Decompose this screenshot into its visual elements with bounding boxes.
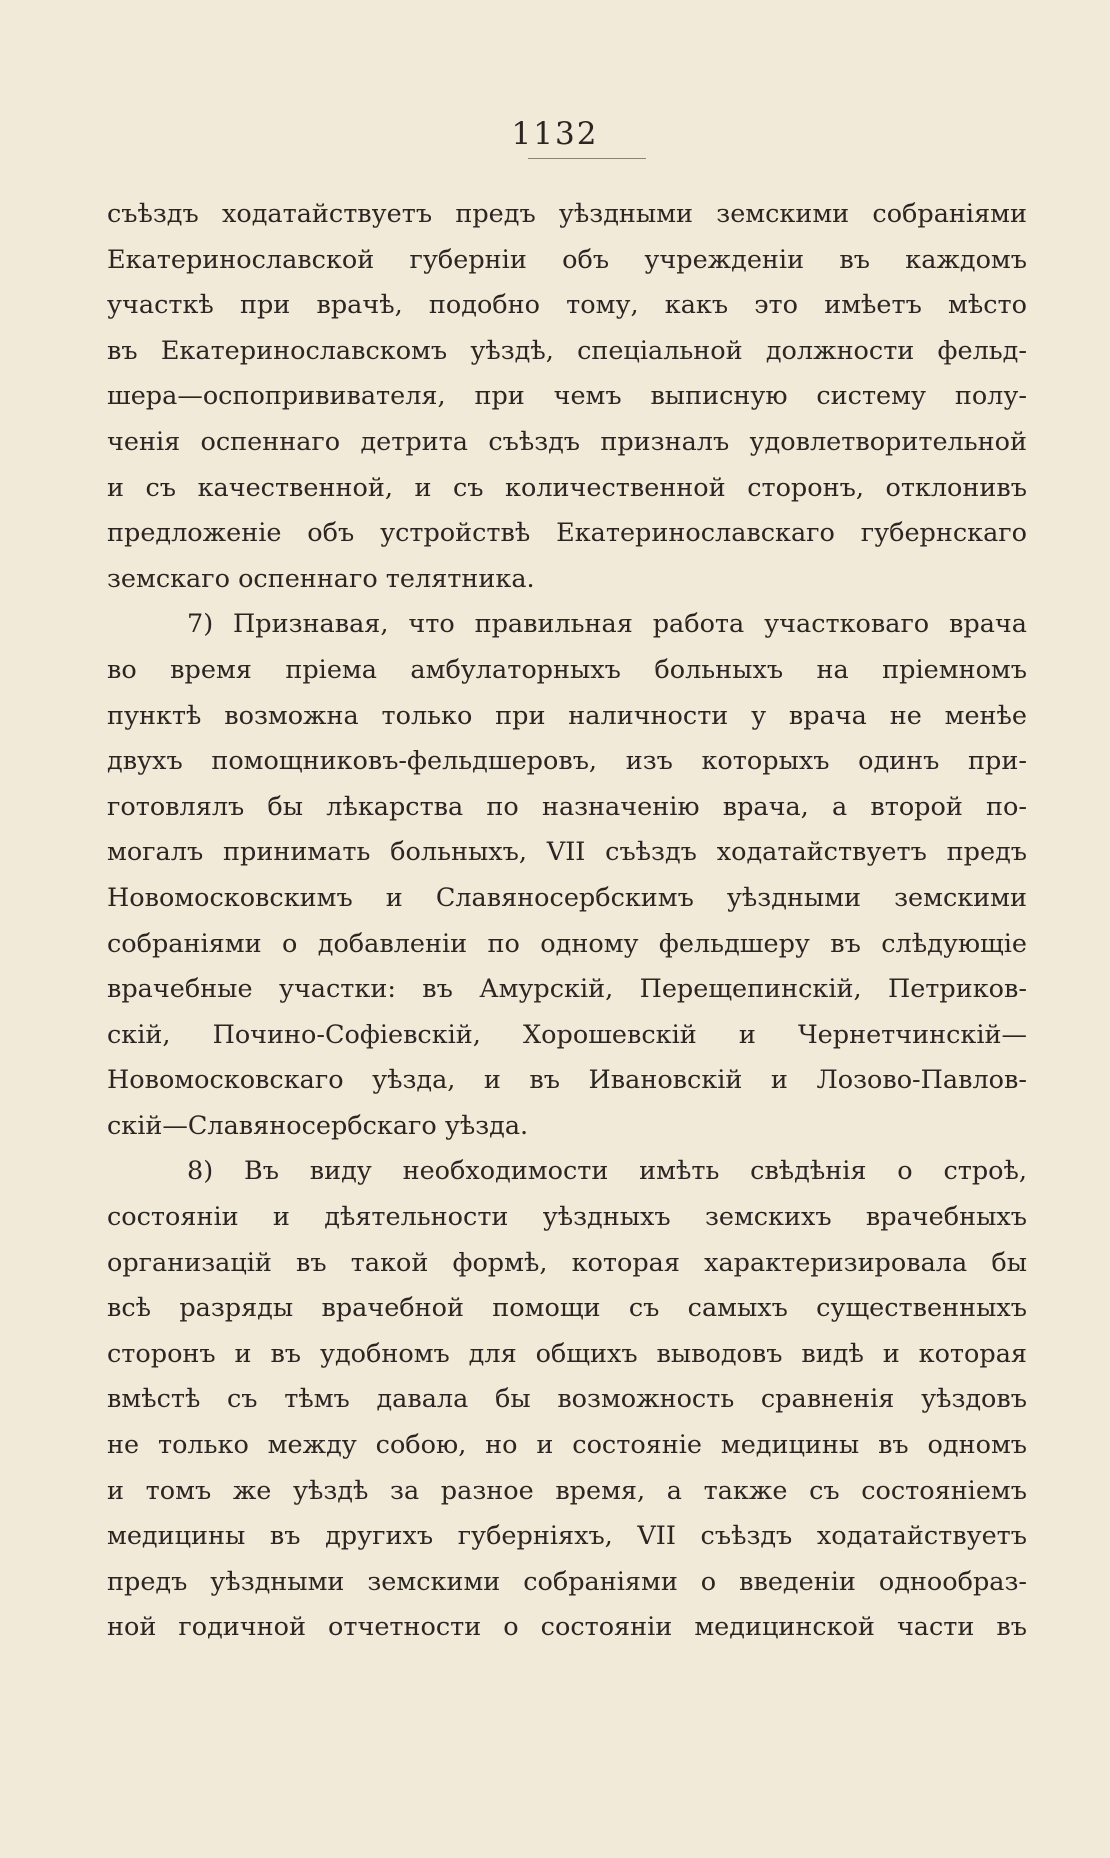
- text-line: съѣздъ ходатайствуетъ предъ уѣздными земскими собраніями: [107, 199, 1027, 229]
- text-line: Екатеринославской губерніи объ учрежденіи въ каждомъ: [107, 244, 1027, 275]
- text-line: медицины въ другихъ губерніяхъ, VII съѣздъ ходатайствуетъ: [107, 1521, 1027, 1552]
- page-number-rule: [528, 158, 646, 159]
- text-line: состояніи и дѣятельности уѣздныхъ земскихъ врачебныхъ: [107, 1202, 1027, 1233]
- text-line: шера—оспопрививателя, при чемъ выписную систему полу-: [107, 381, 1027, 412]
- text-line: земскаго оспеннаго телятника.: [107, 563, 535, 594]
- page-number: 1132: [511, 116, 599, 152]
- text-line: готовлялъ бы лѣкарства по назначенію врача, а второй по-: [107, 791, 1027, 822]
- text-line: скій, Почино-Софіевскій, Хорошевскій и Чернетчинскій—: [107, 1019, 1027, 1050]
- text-line: предложеніе объ устройствѣ Екатеринославскаго губернскаго: [107, 518, 1027, 549]
- text-line: участкѣ при врачѣ, подобно тому, какъ это имѣетъ мѣсто: [107, 290, 1027, 321]
- text-line: предъ уѣздными земскими собраніями о введеніи однообраз-: [107, 1566, 1027, 1597]
- text-line: 8) Въ виду необходимости имѣть свѣдѣнія о строѣ,: [187, 1156, 1027, 1187]
- text-line: не только между собою, но и состояніе медицины въ одномъ: [107, 1430, 1027, 1461]
- text-line: во время пріема амбулаторныхъ больныхъ на пріемномъ: [107, 654, 1027, 685]
- text-line: ченія оспеннаго детрита съѣздъ призналъ удовлетворительной: [107, 426, 1027, 457]
- text-line: и съ качественной, и съ количественной сторонъ, отклонивъ: [107, 472, 1027, 503]
- text-line: собраніями о добавленіи по одному фельдшеру въ слѣдующіе: [107, 928, 1027, 959]
- text-line: организацій въ такой формѣ, которая характеризировала бы: [107, 1247, 1027, 1278]
- text-line: Новомосковскаго уѣзда, и въ Ивановскій и Лозово-Павлов-: [107, 1065, 1027, 1096]
- body-text: [107, 192, 1027, 1651]
- text-line: ной годичной отчетности о состояніи медицинской части въ: [107, 1612, 1027, 1643]
- text-line: пунктѣ возможна только при наличности у врача не менѣе: [107, 700, 1027, 731]
- text-line: 7) Признавая, что правильная работа участковаго врача: [187, 609, 1027, 640]
- text-line: и томъ же уѣздѣ за разное время, а также съ состояніемъ: [107, 1475, 1027, 1506]
- text-line: скій—Славяносербскаго уѣзда.: [107, 1110, 529, 1141]
- text-line: всѣ разряды врачебной помощи съ самыхъ существенныхъ: [107, 1293, 1027, 1324]
- text-line: въ Екатеринославскомъ уѣздѣ, спеціальной должности фельд-: [107, 335, 1027, 366]
- text-line: врачебные участки: въ Амурскій, Перещепинскій, Петриков-: [107, 974, 1027, 1005]
- text-line: вмѣстѣ съ тѣмъ давала бы возможность сравненія уѣздовъ: [107, 1384, 1027, 1415]
- text-line: двухъ помощниковъ-фельдшеровъ, изъ которыхъ одинъ при-: [107, 746, 1027, 777]
- text-line: могалъ принимать больныхъ, VII съѣздъ ходатайствуетъ предъ: [107, 837, 1027, 868]
- text-line: сторонъ и въ удобномъ для общихъ выводовъ видѣ и которая: [107, 1338, 1027, 1369]
- text-line: Новомосковскимъ и Славяносербскимъ уѣздными земскими: [107, 882, 1027, 913]
